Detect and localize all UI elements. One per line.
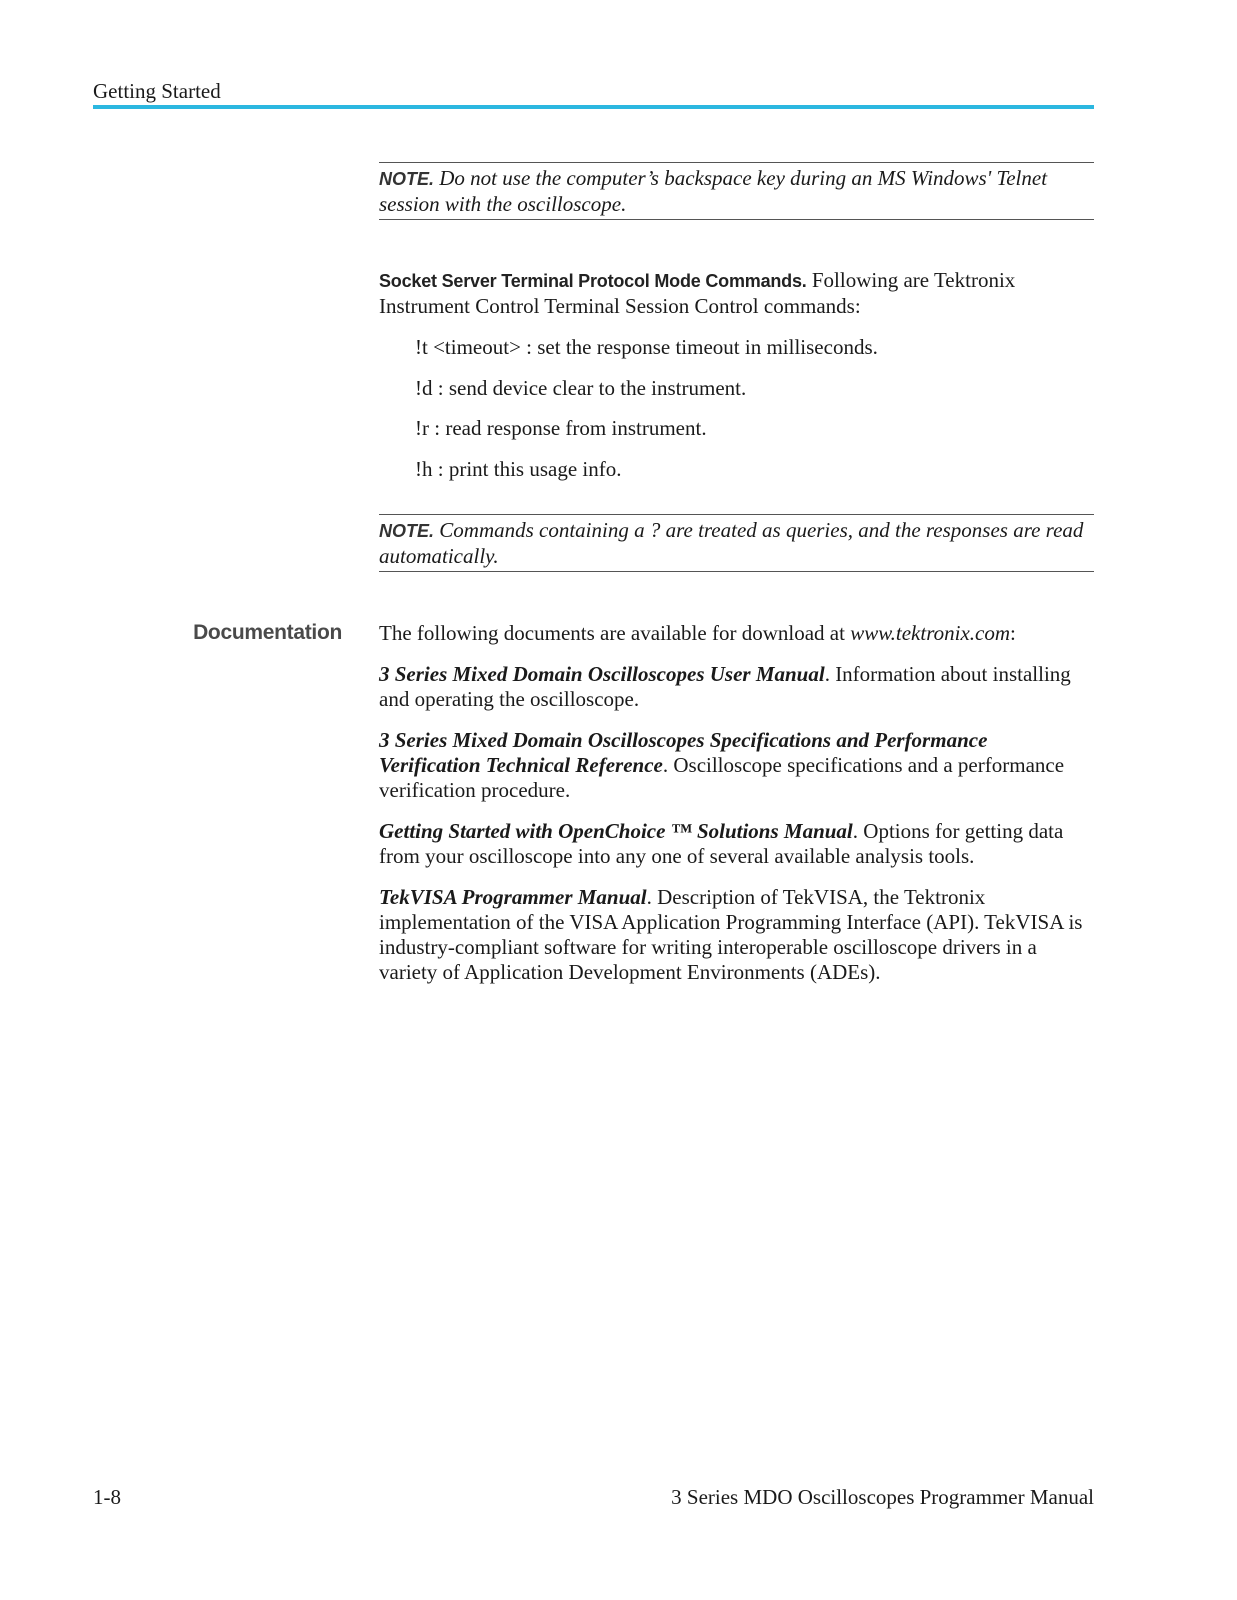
document-title: 3 Series Mixed Domain Oscilloscopes User Manual bbox=[379, 662, 825, 686]
page-number: 1-8 bbox=[93, 1485, 121, 1509]
note-label: NOTE. bbox=[379, 521, 435, 541]
header-title: Getting Started bbox=[93, 79, 221, 103]
note-text: Do not use the computer’s backspace key during an MS Windows' Telnet session with the oscilloscope. bbox=[379, 166, 1048, 216]
note-backspace bbox=[379, 162, 1094, 220]
document-item bbox=[379, 662, 1094, 712]
manual-title: 3 Series MDO Oscilloscopes Programmer Manual bbox=[671, 1485, 1094, 1509]
note-queries bbox=[379, 514, 1094, 572]
socket-server-intro-text: Following are Tektronix Instrument Control Terminal Session Control commands: bbox=[379, 268, 1016, 318]
document-description: . Options for getting data from your oscilloscope into any one of several available analysis tools. bbox=[379, 819, 1064, 868]
document-item bbox=[379, 819, 1094, 869]
socket-server-intro bbox=[379, 268, 1094, 319]
command-item: !h : print this usage info. bbox=[415, 457, 622, 481]
document-title: 3 Series Mixed Domain Oscilloscopes Specifications and Performance Verification Technical Reference bbox=[379, 728, 988, 777]
documentation-intro bbox=[379, 621, 1094, 646]
command-item: !r : read response from instrument. bbox=[415, 416, 707, 440]
command-item: !d : send device clear to the instrument. bbox=[415, 376, 747, 400]
command-item: !t <timeout> : set the response timeout in milliseconds. bbox=[415, 335, 878, 359]
documentation-intro-suffix: : bbox=[1010, 621, 1016, 645]
document-title: TekVISA Programmer Manual bbox=[379, 885, 647, 909]
note-label: NOTE. bbox=[379, 169, 435, 189]
socket-server-heading: Socket Server Terminal Protocol Mode Commands. bbox=[379, 271, 807, 291]
document-description: . Information about installing and operating the oscilloscope. bbox=[379, 662, 1071, 711]
documentation-intro-text: The following documents are available for download at bbox=[379, 621, 851, 645]
tektronix-url[interactable]: www.tektronix.com bbox=[850, 621, 1010, 645]
page-header bbox=[93, 78, 1094, 109]
document-item bbox=[379, 728, 1094, 803]
document-description: . Oscilloscope specifications and a performance verification procedure. bbox=[379, 753, 1065, 802]
document-item bbox=[379, 885, 1094, 985]
document-description: . Description of TekVISA, the Tektronix implementation of the VISA Application Programming Interface (API). TekVISA is industry-compliant software for writing interoperable oscilloscope drivers in a variety of Application Development Environments (ADEs). bbox=[379, 885, 1083, 984]
document-title: Getting Started with OpenChoice ™ Solutions Manual bbox=[379, 819, 853, 843]
note-text: Commands containing a ? are treated as queries, and the responses are read automatically. bbox=[379, 518, 1084, 568]
documentation-heading: Documentation bbox=[193, 621, 342, 644]
header-rule bbox=[93, 105, 1094, 109]
